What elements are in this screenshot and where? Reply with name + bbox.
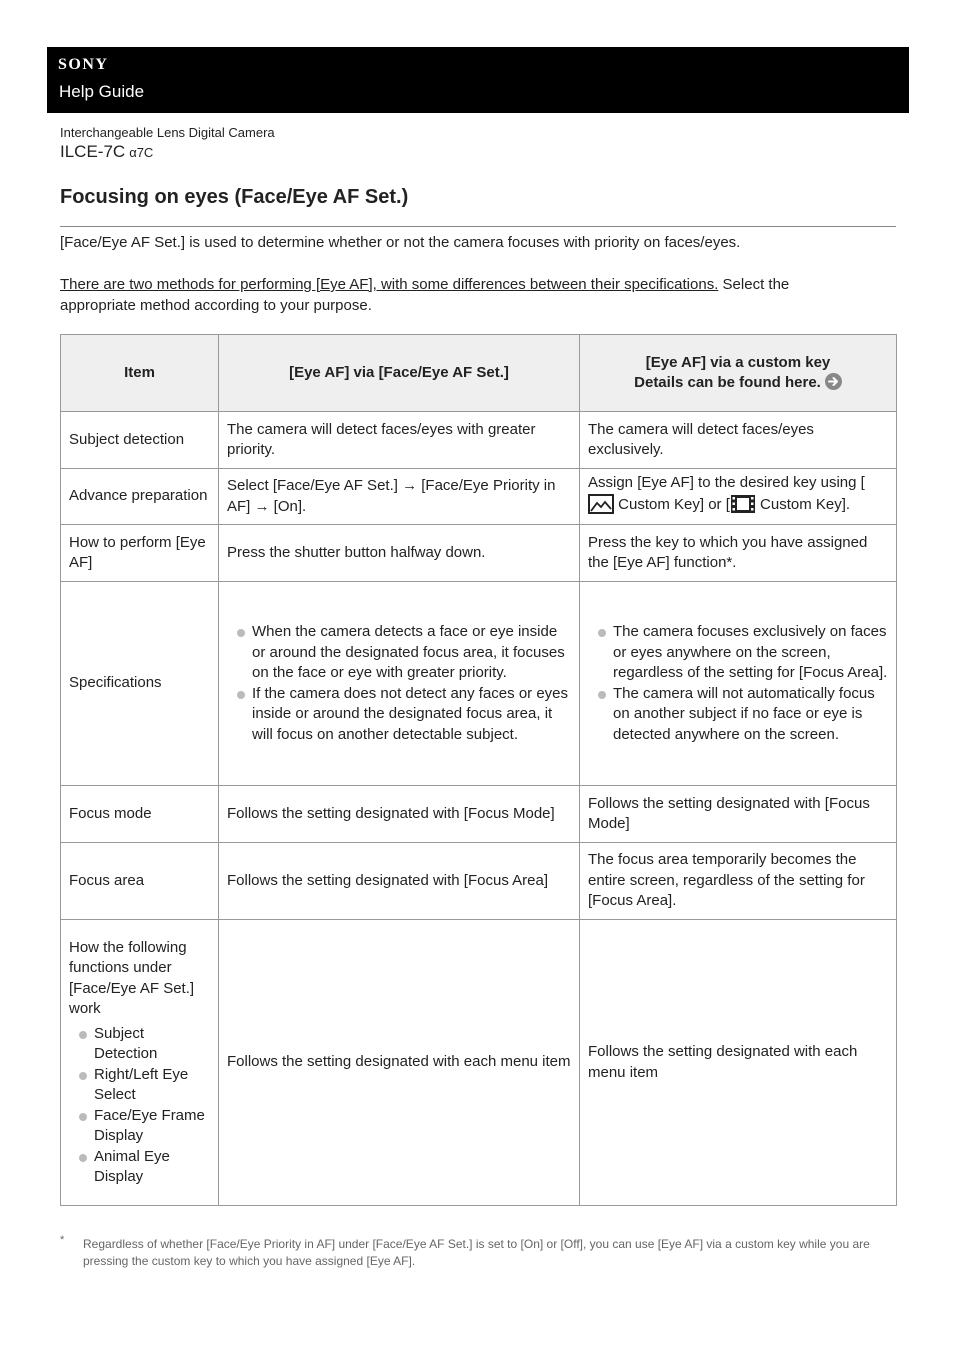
list-item: Face/Eye Frame Display — [69, 1106, 210, 1147]
table-cell — [219, 582, 580, 786]
footnote-text: Regardless of whether [Face/Eye Priority in AF] under [Face/Eye AF Set.] is set to [On] or [Off], you can use [Eye AF] via a custom key while you are pressing the custom key to which you have assigned [Eye AF]. — [83, 1237, 870, 1268]
table-row — [61, 786, 897, 843]
cell-text: Custom Key] or [ — [614, 495, 730, 513]
list-item: The camera focuses exclusively on faces or eyes anywhere on the screen, regardless of the setting for [Focus Area]. — [588, 622, 888, 684]
model-number: ILCE-7C — [60, 142, 126, 161]
table-header-row — [61, 335, 897, 412]
row-label — [61, 920, 219, 1206]
table-row — [61, 582, 897, 786]
header-custom-key-title: [Eye AF] via a custom key — [645, 353, 831, 371]
table-cell: Select [Face/Eye AF Set.] → [Face/Eye Priority in AF] → [On]. — [219, 469, 580, 525]
header-face-eye-af: [Eye AF] via [Face/Eye AF Set.] — [219, 335, 580, 412]
intro-text: [Face/Eye AF Set.] is used to determine whether or not the camera focuses with priority on faces/eyes. — [60, 234, 741, 251]
table-cell: Press the shutter button halfway down. — [219, 525, 580, 582]
table-row — [61, 469, 897, 525]
methods-text — [60, 274, 860, 316]
table-cell: Follows the setting designated with each menu item — [580, 920, 897, 1206]
cell-text: Custom Key]. — [755, 495, 851, 513]
arrow-right-circle-icon[interactable] — [825, 373, 842, 390]
row-label: How to perform [Eye AF] — [61, 525, 219, 582]
help-guide-title: Help Guide — [59, 82, 145, 101]
table-cell: Follows the setting designated with [Focus Area] — [219, 843, 580, 920]
row-label: Focus mode — [61, 786, 219, 843]
cell-text: Assign [Eye AF] to the desired key using [ — [588, 474, 865, 491]
table-cell — [580, 469, 897, 525]
table-cell: The focus area temporarily becomes the entire screen, regardless of the setting for [Focus Area]. — [580, 843, 897, 920]
list-item: Subject Detection — [69, 1024, 210, 1065]
table-row — [61, 843, 897, 920]
table-cell — [580, 582, 897, 786]
list-item: Animal Eye Display — [69, 1147, 210, 1188]
spec-list-custom-key — [588, 622, 888, 745]
table-cell: Follows the setting designated with each menu item — [219, 920, 580, 1206]
details-link-label[interactable]: Details can be found here. — [634, 374, 821, 391]
table-row — [61, 525, 897, 582]
functions-list — [69, 1024, 210, 1188]
table-cell: Follows the setting designated with [Focus Mode] — [219, 786, 580, 843]
table-cell: Follows the setting designated with [Focus Mode] — [580, 786, 897, 843]
methods-link[interactable]: There are two methods for performing [Eye AF], with some differences between their specifications. — [60, 276, 719, 293]
sony-logo: SONY — [58, 56, 109, 73]
row-label: Subject detection — [61, 412, 219, 469]
functions-label: How the following functions under [Face/Eye AF Set.] work — [69, 938, 195, 1017]
list-item: Right/Left Eye Select — [69, 1065, 210, 1106]
page-title: Focusing on eyes (Face/Eye AF Set.) — [60, 186, 409, 208]
table-cell: The camera will detect faces/eyes with greater priority. — [219, 412, 580, 469]
movie-film-icon — [730, 494, 756, 521]
product-model — [60, 142, 153, 162]
list-item: When the camera detects a face or eye inside or around the designated focus area, it focuses on the face or eye with greater priority. — [227, 622, 571, 684]
model-alpha: α7C — [129, 145, 154, 160]
row-label: Specifications — [61, 582, 219, 786]
title-divider — [60, 226, 896, 227]
header-custom-key — [580, 335, 897, 412]
list-item: If the camera does not detect any faces or eyes inside or around the designated focus area, it will focus on another detectable subject. — [227, 684, 571, 746]
list-item: The camera will not automatically focus on another subject if no face or eye is detected anywhere on the screen. — [588, 684, 888, 746]
table-row — [61, 412, 897, 469]
still-image-icon — [588, 494, 614, 521]
table-cell: The camera will detect faces/eyes exclusively. — [580, 412, 897, 469]
footnote-mark: * — [60, 1234, 65, 1246]
table-row — [61, 920, 897, 1206]
footnote — [60, 1236, 890, 1270]
spec-list-face-eye — [227, 622, 571, 745]
header-bar — [47, 47, 909, 113]
table-cell: Press the key to which you have assigned the [Eye AF] function*. — [580, 525, 897, 582]
header-item: Item — [61, 335, 219, 412]
methods-rest: Select the appropriate method according to your purpose. — [60, 276, 790, 314]
comparison-table — [60, 334, 897, 1206]
row-label: Advance preparation — [61, 469, 219, 525]
row-label: Focus area — [61, 843, 219, 920]
details-link[interactable] — [588, 373, 888, 394]
product-type: Interchangeable Lens Digital Camera — [60, 125, 275, 140]
